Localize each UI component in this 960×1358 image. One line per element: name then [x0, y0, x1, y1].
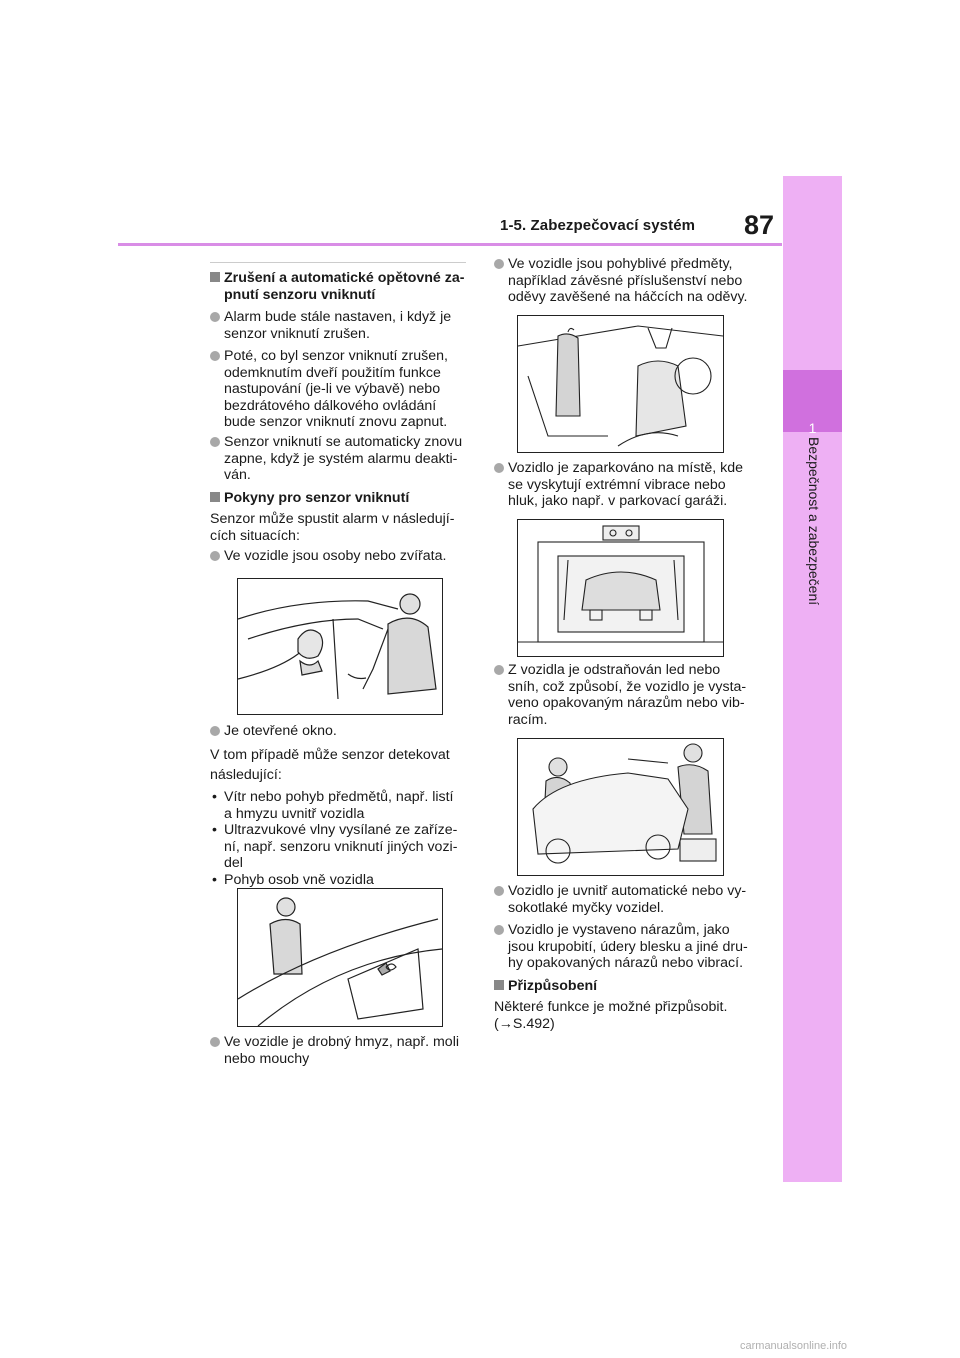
watermark: carmanualsonline.info [740, 1340, 848, 1352]
list-item: • Vítr nebo pohyb předmětů, např. listí a hmyzu uvnitř vozidla [212, 789, 454, 822]
dash-list [212, 789, 457, 889]
square-bullet-icon [494, 980, 504, 990]
illustration-clothes-in-car [517, 315, 724, 453]
bullet-icon [210, 1037, 220, 1047]
square-bullet-icon [210, 492, 220, 502]
bullet-item: Je otevřené okno. [224, 723, 337, 739]
bullet-item: Poté, co byl senzor vniknutí zrušen, odemknutím dveří použitím funkce nastupování (je-li ve výbavě) nebo bezdrátového dálkového ovládání bude senzor vniknutí znovu zapnut. [224, 348, 448, 431]
bullet-item: Ve vozidle je drobný hmyz, např. moli nebo mouchy [224, 1034, 459, 1067]
bullet-item: Senzor vniknutí se automaticky znovu zapne, když je systém alarmu deakti- ván. [224, 434, 463, 484]
page-number: 87 [744, 210, 775, 240]
chapter-title: Bezpečnost a zabezpečení [806, 437, 822, 606]
heading-customization: Přizpůsobení [494, 978, 597, 995]
section-title: 1-5. Zabezpečovací systém [500, 217, 696, 234]
bullet-item: Ve vozidle jsou pohyblivé předměty, například závěsné příslušenství nebo oděvy zavěšené na háčcích na oděvy. [508, 256, 748, 306]
chapter-number: 1 [808, 420, 817, 436]
paragraph: V tom případě může senzor detekovat následující: [210, 747, 450, 783]
bullet-icon [494, 925, 504, 935]
bullet-icon [210, 437, 220, 447]
bullet-icon [494, 665, 504, 675]
bullet-icon [210, 551, 220, 561]
paragraph: Některé funkce je možné přizpůsobit. (→S.492) [494, 999, 728, 1032]
list-item: • Pohyb osob vně vozidla [212, 871, 374, 888]
bullet-icon [494, 463, 504, 473]
illustration-car-in-garage [517, 519, 724, 657]
square-bullet-icon [210, 272, 220, 282]
bullet-item: Z vozidla je odstraňován led nebo sníh, což způsobí, že vozidlo je vysta- veno opakovaným nárazům nebo vib- racím. [508, 662, 747, 728]
bullet-item: Alarm bude stále nastaven, i když je senzor vniknutí zrušen. [224, 309, 452, 342]
bullet-item: Vozidlo je vystaveno nárazům, jako jsou krupobití, údery blesku a jiné dru- hy opakovaných nárazů nebo vibrací. [508, 922, 748, 972]
bullet-icon [494, 886, 504, 896]
chapter-side-tab [783, 176, 842, 1182]
illustration-snow-removal [517, 738, 724, 876]
bullet-icon [494, 259, 504, 269]
heading-sensor-notes: Pokyny pro senzor vniknutí [210, 490, 409, 507]
bullet-item: Vozidlo je zaparkováno na místě, kde se vyskytují extrémní vibrace nebo hluk, jako např. v parkovací garáži. [508, 460, 744, 510]
bullet-item: Vozidlo je uvnitř automatické nebo vy- sokotlaké myčky vozidel. [508, 883, 747, 916]
column-top-rule [210, 262, 466, 263]
bullet-icon [210, 312, 220, 322]
header-divider [118, 243, 782, 246]
page-reference-link[interactable]: (→S.492) [494, 1015, 555, 1032]
bullet-item: Ve vozidle jsou osoby nebo zvířata. [224, 548, 447, 564]
paragraph: Senzor může spustit alarm v následují- cích situacích: [210, 511, 455, 544]
list-item: • Ultrazvukové vlny vysílané ze zaříze- ní, např. senzoru vniknutí jiných vozi- del [212, 822, 458, 872]
bullet-icon [210, 726, 220, 736]
illustration-insect-in-car [237, 888, 443, 1027]
illustration-person-dog-in-car [237, 578, 443, 715]
bullet-icon [210, 351, 220, 361]
heading-sensor-cancel: Zrušení a automatické opětovné za- pnutí senzoru vniknutí [210, 270, 464, 303]
